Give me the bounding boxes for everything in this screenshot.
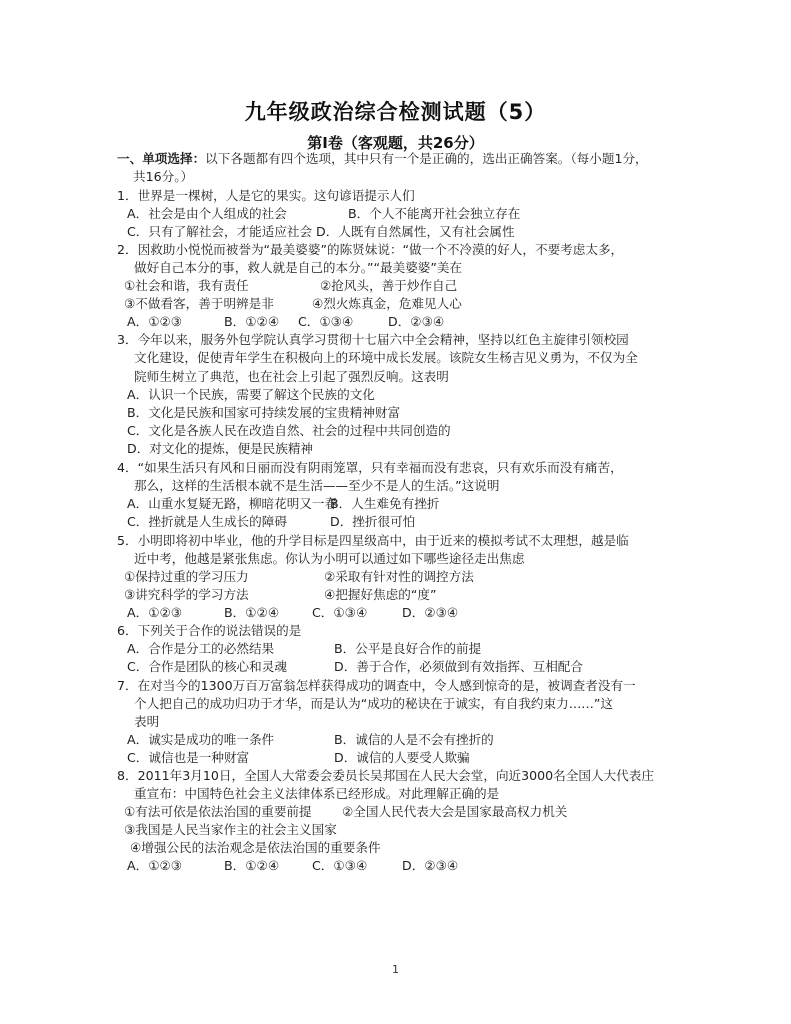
q8-statement-1: ①有法可依是依法治国的重要前提 [124,804,312,819]
question-3-stem-cont-2: 院师生树立了典范，也在社会上引起了强烈反响。这表明 [134,369,449,384]
q1-option-d: D．人既有自然属性，又有社会属性 [316,224,515,239]
question-5-stem: 5．小明即将初中毕业，他的升学目标是四星级高中，由于近来的模拟考试不太理想，越是临 [117,533,629,548]
q6-option-a: A．合作是分工的必然结果 [127,641,275,656]
q1-option-c: C．只有了解社会，才能适应社会 [127,224,313,239]
q6-option-c: C．合作是团队的核心和灵魂 [127,659,287,674]
q2-statement-4: ④烈火炼真金，危难见人心 [312,296,462,311]
question-7-stem-cont-1: 个人把自己的成功归功于才华，而是认为“成功的秘诀在于诚实，有自我约束力……”这 [134,696,614,711]
section-subtitle: 第Ⅰ卷（客观题，共26分） [307,134,484,152]
question-3-stem-cont-1: 文化建设，促使青年学生在积极向上的环境中成长发展。该院女生杨吉见义勇为，不仅为全 [134,350,638,365]
instruction-cont: 共16分。） [133,169,194,184]
q7-option-b: B．诚信的人是不会有挫折的 [334,732,494,747]
question-8-stem: 8．2011年3月10日，全国人大常委会委员长吴邦国在人民大会堂，向近3000名全国人大代表庄 [117,768,654,783]
question-5-stem-cont: 近中考，他越是紧张焦虑。你认为小明可以通过如下哪些途径走出焦虑 [134,551,525,566]
q2-option-d: D．②③④ [388,314,445,329]
question-4-stem: 4．“如果生活只有风和日丽而没有阴雨笼罩，只有幸福而没有悲哀，只有欢乐而没有痛苦， [117,460,623,475]
q5-statement-4: ④把握好焦虑的“度” [324,587,437,602]
q2-statement-2: ②抢风头，善于炒作自己 [320,278,458,293]
q8-statement-4: ④增强公民的法治观念是依法治国的重要条件 [130,840,381,855]
q4-option-d: D．挫折很可怕 [330,514,416,529]
q5-option-b: B．①②④ [224,605,280,620]
q5-option-a: A．①②③ [127,605,183,620]
q7-option-a: A．诚实是成功的唯一条件 [127,732,275,747]
page-number: 1 [392,963,399,976]
question-7-stem: 7．在对当今的1300万百万富翁怎样获得成功的调查中，令人感到惊奇的是，被调查者没有一 [117,678,636,693]
q4-option-a: A．山重水复疑无路，柳暗花明又一春 [127,496,338,511]
q5-statement-2: ②采取有针对性的调控方法 [324,569,474,584]
section-instruction [117,150,648,168]
question-2-stem: 2．因救助小悦悦而被誉为“最美婆婆”的陈贤妹说：“做一个不冷漠的好人，不要考虑太多， [117,242,624,257]
q8-option-b: B．①②④ [224,858,280,873]
q2-option-a: A．①②③ [127,314,183,329]
q7-option-c: C．诚信也是一种财富 [127,750,250,765]
q1-option-a: A．社会是由个人组成的社会 [127,206,287,221]
q2-option-b: B．①②④ [224,314,280,329]
q8-statement-2: ②全国人民代表大会是国家最高权力机关 [342,804,568,819]
section-heading: 一、单项选择： [117,151,206,166]
q7-option-d: D．诚信的人要受人欺骗 [334,750,470,765]
q3-option-a: A．认识一个民族，需要了解这个民族的文化 [127,387,375,402]
q1-option-b: B．个人不能离开社会独立存在 [348,206,521,221]
q8-option-d: D．②③④ [402,858,459,873]
q4-option-b: B．人生难免有挫折 [330,496,440,511]
question-3-stem: 3．今年以来，服务外包学院认真学习贯彻十七届六中全会精神，坚持以红色主旋律引领校园 [117,332,629,347]
q5-option-c: C．①③④ [312,605,368,620]
q2-option-c: C．①③④ [298,314,354,329]
page-title: 九年级政治综合检测试题（5） [244,100,547,124]
q8-option-c: C．①③④ [312,858,368,873]
q3-option-b: B．文化是民族和国家可持续发展的宝贵精神财富 [127,405,401,420]
q5-statement-1: ①保持过重的学习压力 [124,569,249,584]
question-4-stem-cont: 那么，这样的生活根本就不是生活——至少不是人的生活。”这说明 [134,478,500,493]
instruction-text: 以下各题都有四个选项，其中只有一个是正确的，选出正确答案。（每小题1分， [205,151,648,166]
q5-statement-3: ③讲究科学的学习方法 [124,587,249,602]
question-1-stem: 1．世界是一棵树，人是它的果实。这句谚语提示人们 [117,188,415,203]
q3-option-d: D．对文化的提炼，便是民族精神 [127,441,314,456]
q8-option-a: A．①②③ [127,858,183,873]
q5-option-d: D．②③④ [402,605,459,620]
q6-option-d: D．善于合作，必须做到有效指挥、互相配合 [334,659,583,674]
question-2-stem-cont: 做好自己本分的事，救人就是自己的本分。”“最美婆婆”美在 [134,260,463,275]
question-8-stem-cont: 重宣布：中国特色社会主义法律体系已经形成。对此理解正确的是 [134,786,500,801]
q3-option-c: C．文化是各族人民在改造自然、社会的过程中共同创造的 [127,423,451,438]
q2-statement-3: ③不做看客，善于明辨是非 [124,296,274,311]
q4-option-c: C．挫折就是人生成长的障碍 [127,514,287,529]
q2-statement-1: ①社会和谐，我有责任 [124,278,249,293]
q6-option-b: B．公平是良好合作的前提 [334,641,482,656]
question-6-stem: 6．下列关于合作的说法错误的是 [117,623,302,638]
q8-statement-3: ③我国是人民当家作主的社会主义国家 [124,822,337,837]
question-7-stem-cont-2: 表明 [134,714,160,729]
